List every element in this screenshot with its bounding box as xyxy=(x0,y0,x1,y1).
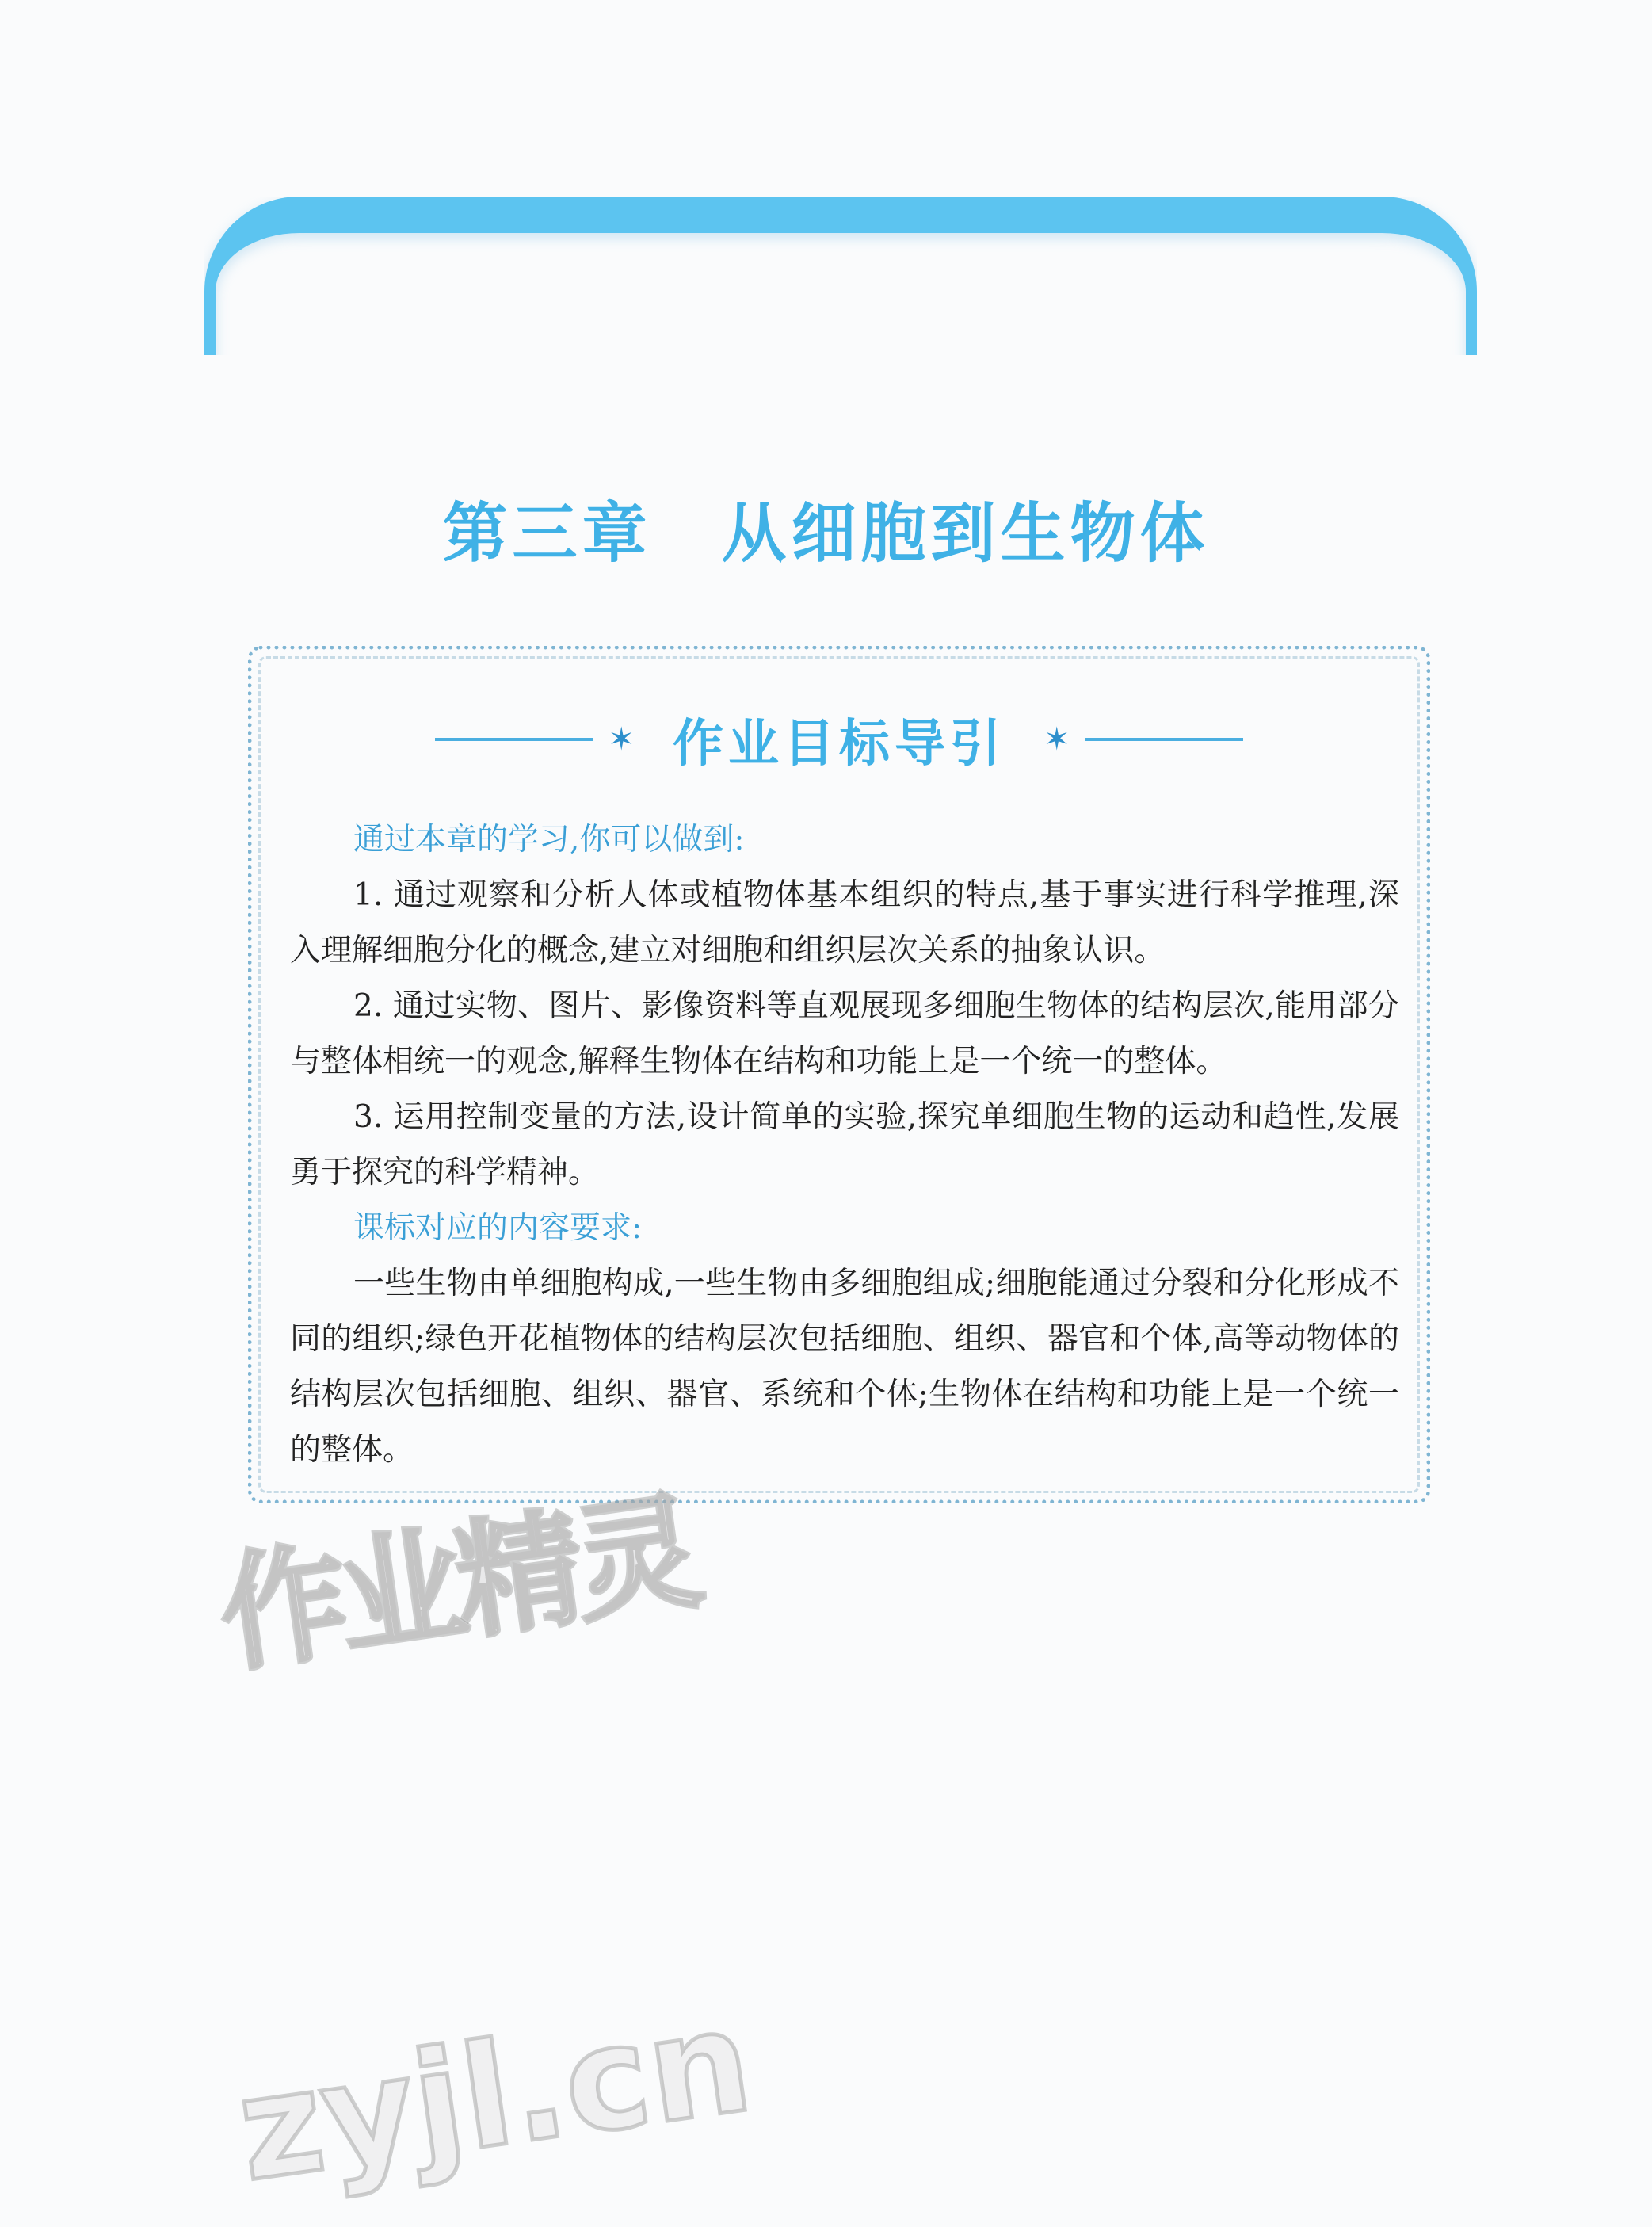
guide-body xyxy=(290,812,1399,1478)
standard-text: 一些生物由单细胞构成,一些生物由多细胞组成;细胞能通过分裂和分化形成不同的组织;绿色开花植物体的结构层次包括细胞、组织、器官和个体,高等动物体的结构层次包括细胞、组织、器官、系统和个体;生物体在结构和功能上是一个统一的整体。 xyxy=(290,1266,1399,1468)
guide-title: 作业目标导引 xyxy=(673,715,1005,774)
star-icon: ✶ xyxy=(1043,721,1070,758)
watermark-url: zyjl.cn xyxy=(228,1977,761,2214)
goal-item-2: 2. 通过实物、图片、影像资料等直观展现多细胞生物体的结构层次,能用部分与整体相统一的观念,解释生物体在结构和功能上是一个统一的整体。 xyxy=(290,988,1399,1079)
watermark-logo: 作业精灵 xyxy=(211,1477,703,1690)
goal-item-1: 1. 通过观察和分析人体或植物体基本组织的特点,基于事实进行科学推理,深入理解细胞分化的概念,建立对细胞和组织层次关系的抽象认识。 xyxy=(290,877,1399,968)
chapter-title: 第三章 从细胞到生物体 xyxy=(442,496,1210,571)
right-rule xyxy=(1085,738,1243,741)
top-decorative-arc xyxy=(204,197,1477,355)
guide-header xyxy=(252,704,1426,775)
star-icon: ✶ xyxy=(608,721,635,758)
standard-label: 课标对应的内容要求: xyxy=(353,1210,643,1246)
intro-label: 通过本章的学习,你可以做到: xyxy=(353,822,745,858)
guide-box xyxy=(248,646,1430,1503)
goal-item-3: 3. 运用控制变量的方法,设计简单的实验,探究单细胞生物的运动和趋性,发展勇于探究的科学精神。 xyxy=(290,1099,1399,1190)
left-rule xyxy=(435,738,593,741)
